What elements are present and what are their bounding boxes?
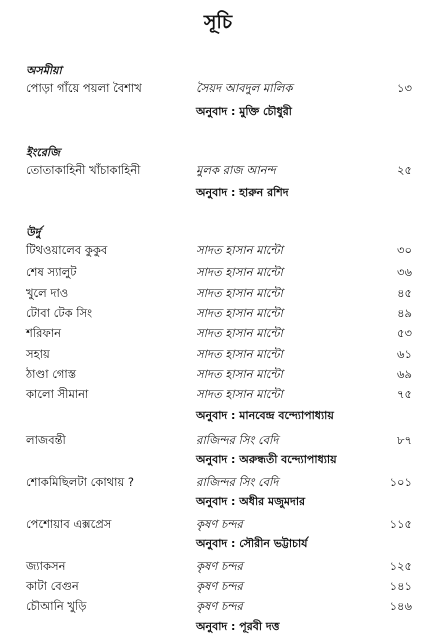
translator-name: হারুন রশিদ — [239, 186, 289, 199]
entry-title: ঠাণ্ডা গোস্ত — [26, 367, 77, 381]
entry-title: শরিফান — [26, 326, 62, 340]
entry-title: শোকমিছিলটা কোথায় ? — [26, 475, 134, 489]
toc-entry — [0, 366, 436, 384]
entry-title: টোবা টেক সিং — [26, 306, 93, 320]
toc-entry — [0, 80, 436, 98]
entry-page: ৭৫ — [397, 387, 412, 401]
entry-page: ১৩ — [397, 81, 412, 95]
translator-line — [196, 103, 292, 122]
section-heading-assamese: অসমীয়া — [26, 64, 62, 77]
translator-label: অনুবাদ : — [196, 495, 236, 508]
translator-name: পূরবী দত্ত — [239, 620, 280, 633]
entry-page: ১৪১ — [389, 579, 412, 593]
entry-author: মুলক রাজ আনন্দ — [196, 163, 276, 177]
translator-name: সৌরীন ভট্টাচার্য — [239, 537, 308, 550]
entry-page: ১২৫ — [389, 559, 412, 573]
translator-line — [196, 184, 289, 203]
entry-author: সাদত হাসান মান্টো — [196, 367, 283, 381]
toc-entry — [0, 162, 436, 180]
translator-label: অনুবাদ : — [196, 409, 236, 422]
toc-entry — [0, 432, 436, 450]
entry-title: তোতাকাহিনী খাঁচাকাহিনী — [26, 163, 141, 177]
entry-page: ৩০ — [397, 243, 412, 257]
entry-page: ৬৯ — [397, 367, 412, 381]
entry-title: জ্যাকসন — [26, 559, 66, 573]
entry-author: কৃষণ চন্দর — [196, 559, 243, 573]
entry-title: খুলে দাও — [26, 286, 69, 300]
toc-entry — [0, 578, 436, 596]
entry-title: কাটা বেগুন — [26, 579, 79, 593]
translator-label: অনুবাদ : — [196, 537, 236, 550]
translator-label: অনুবাদ : — [196, 186, 236, 199]
entry-author: সাদত হাসান মান্টো — [196, 265, 283, 279]
toc-entry — [0, 264, 436, 282]
toc-entry — [0, 598, 436, 616]
translator-line — [196, 451, 337, 470]
entry-title: চৌআনি খুড়ি — [26, 599, 87, 613]
entry-page: ২৫ — [397, 163, 412, 177]
entry-author: সাদত হাসান মান্টো — [196, 243, 283, 257]
entry-title: পোড়া গাঁয়ে পয়লা বৈশাখ — [26, 81, 142, 95]
entry-author: কৃষণ চন্দর — [196, 599, 243, 613]
entry-title: সহায় — [26, 347, 50, 361]
entry-author: কৃষণ চন্দর — [196, 517, 243, 531]
page-title: সূচি — [203, 11, 233, 33]
translator-label: অনুবাদ : — [196, 453, 236, 466]
entry-author: সৈয়দ আবদুল মালিক — [196, 81, 293, 95]
entry-title: পেশোয়াব এক্সপ্রেস — [26, 517, 112, 531]
translator-name: অরুন্ধতী বন্দ্যোপাধ্যায় — [239, 453, 337, 466]
entry-author: রাজিন্দর সিং বেদি — [196, 433, 279, 447]
entry-page: ১৪৬ — [389, 599, 412, 613]
section-heading-urdu: উর্দু — [26, 226, 41, 239]
translator-line — [196, 535, 308, 554]
entry-title: টিথওয়ালেব কুকুব — [26, 243, 108, 257]
entry-page: ৫৩ — [397, 326, 412, 340]
translator-name: মুক্তি চৌধুরী — [239, 105, 292, 118]
toc-entry — [0, 285, 436, 303]
entry-author: রাজিন্দর সিং বেদি — [196, 475, 279, 489]
translator-name: মানবেন্দ্র বন্দ্যোপাধ্যায় — [239, 409, 334, 422]
entry-page: ৪৫ — [397, 286, 412, 300]
entry-title: শেষ স্যালুট — [26, 265, 77, 279]
entry-author: সাদত হাসান মান্টো — [196, 326, 283, 340]
entry-page: ৬১ — [397, 347, 412, 361]
translator-label: অনুবাদ : — [196, 620, 236, 633]
toc-entry — [0, 386, 436, 404]
translator-name: অধীর মজুমদার — [239, 495, 306, 508]
toc-entry — [0, 558, 436, 576]
entry-author: সাদত হাসান মান্টো — [196, 306, 283, 320]
entry-author: সাদত হাসান মান্টো — [196, 286, 283, 300]
entry-page: ৩৬ — [397, 265, 412, 279]
toc-entry — [0, 242, 436, 260]
entry-title: কালো সীমানা — [26, 387, 89, 401]
entry-title: লাজবন্তী — [26, 433, 66, 447]
translator-line — [196, 493, 305, 512]
entry-page: ১১৫ — [389, 517, 412, 531]
entry-page: ১০১ — [389, 475, 412, 489]
toc-entry — [0, 474, 436, 492]
toc-entry — [0, 325, 436, 343]
toc-entry — [0, 516, 436, 534]
entry-author: কৃষণ চন্দর — [196, 579, 243, 593]
translator-label: অনুবাদ : — [196, 105, 236, 118]
entry-page: ৮৭ — [397, 433, 412, 447]
toc-entry — [0, 305, 436, 323]
toc-entry — [0, 346, 436, 364]
entry-page: ৪৯ — [397, 306, 412, 320]
entry-author: সাদত হাসান মান্টো — [196, 387, 283, 401]
translator-line — [196, 618, 280, 637]
section-heading-english: ইংরেজি — [26, 146, 60, 159]
translator-line — [196, 407, 334, 426]
entry-author: সাদত হাসান মান্টো — [196, 347, 283, 361]
